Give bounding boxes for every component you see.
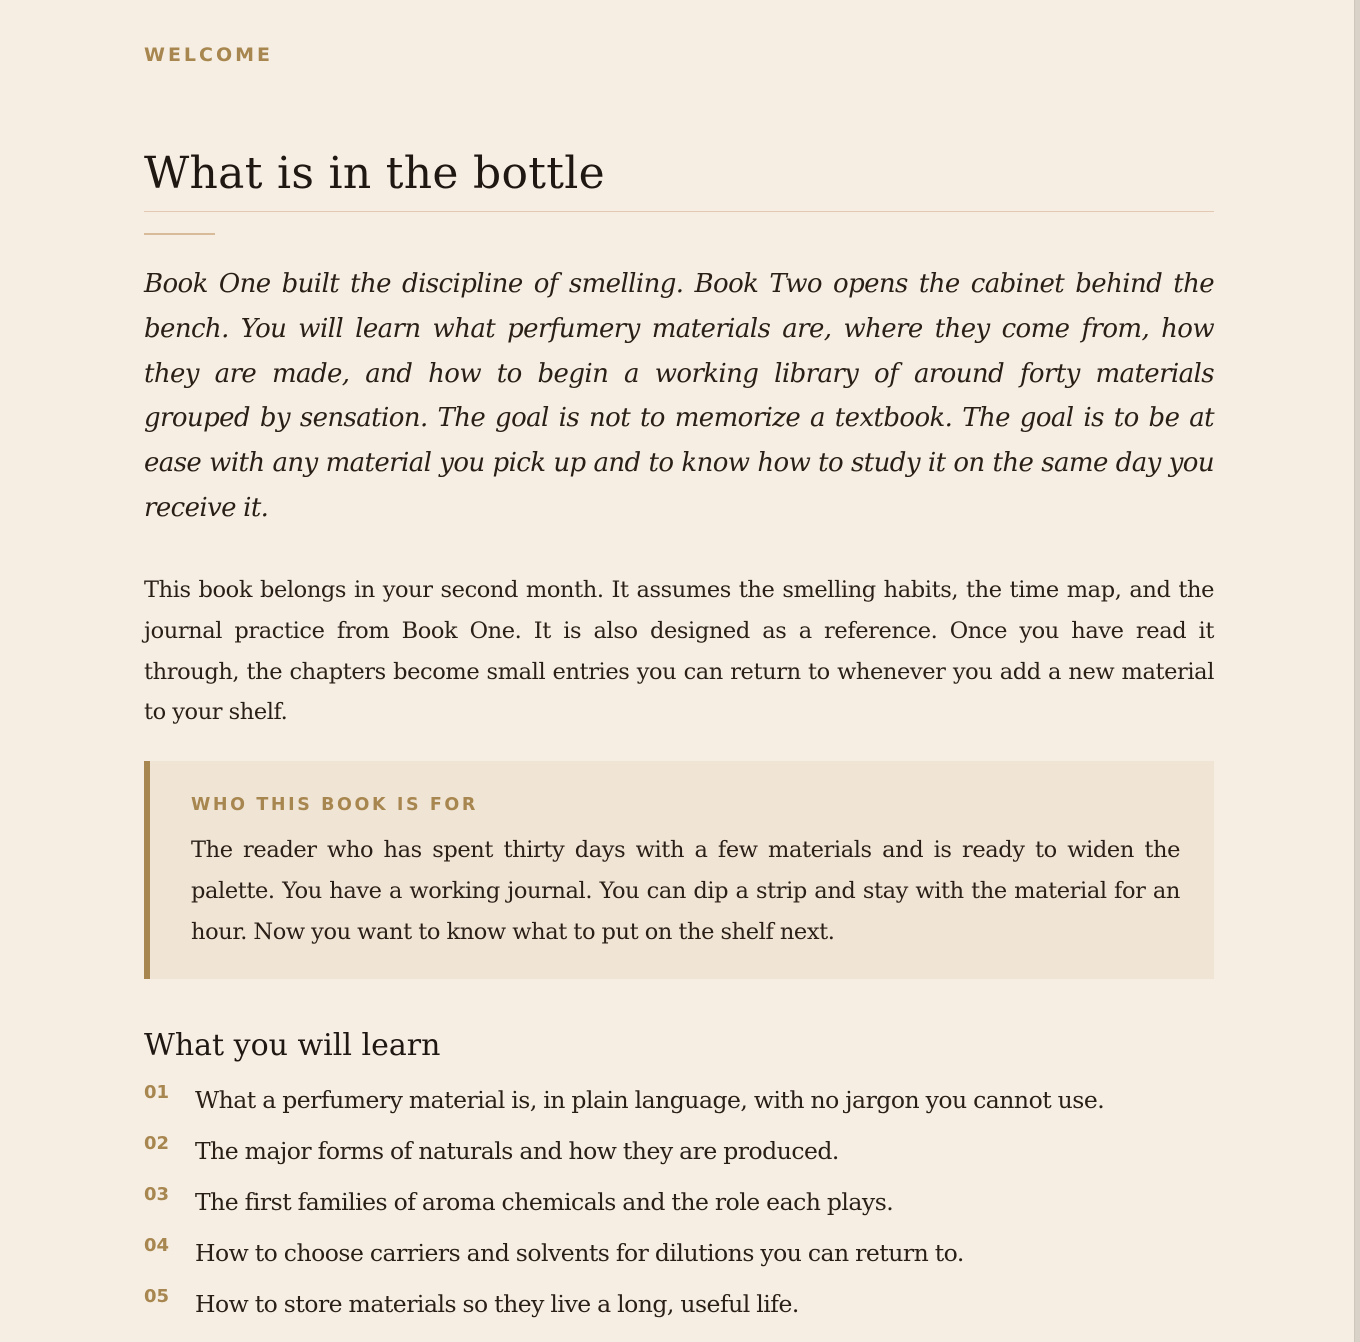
body-paragraph: This book belongs in your second month. It assumes the smelling habits, the time map, and the journal practice from Book One. It is also designed as a reference. Once you have read it through, the chapters become small entries you can return to whenever you add a new material to your shelf. bbox=[144, 577, 1214, 726]
audience-callout bbox=[144, 761, 1214, 979]
page-title: What is in the bottle bbox=[144, 148, 605, 199]
list-item-text: What a perfumery material is, in plain language, with no jargon you cannot use. bbox=[195, 1086, 1105, 1114]
list-item-text: The first families of aroma chemicals and the role each plays. bbox=[195, 1188, 894, 1216]
list-item bbox=[144, 1284, 1214, 1335]
lede-paragraph: Book One built the discipline of smelling. Book Two opens the cabinet behind the bench. You will learn what perfumery materials are, where they come from, how they are made, and how to begin a working library of around forty materials grouped by sensation. The goal is not to memorize a textbook. The goal is to be at ease with any material you pick up and to know how to study it on the same day you receive it. bbox=[144, 269, 1214, 523]
list-item-number: 03 bbox=[144, 1184, 170, 1205]
callout-text: The reader who has spent thirty days with a few materials and is ready to widen the palette. You have a working journal. You can dip a strip and stay with the material for an hour. Now you want to know what to put on the shelf next. bbox=[191, 837, 1180, 945]
list-item-number: 02 bbox=[144, 1133, 170, 1154]
list-item-text: How to store materials so they live a long, useful life. bbox=[195, 1290, 799, 1318]
title-accent-rule bbox=[144, 233, 215, 235]
learn-list bbox=[144, 1080, 1214, 1335]
scrollbar-track[interactable] bbox=[1354, 0, 1360, 1342]
learn-heading: What you will learn bbox=[144, 1028, 441, 1063]
list-item bbox=[144, 1182, 1214, 1233]
list-item bbox=[144, 1233, 1214, 1284]
list-item-number: 04 bbox=[144, 1235, 170, 1256]
list-item bbox=[144, 1080, 1214, 1131]
list-item-text: The major forms of naturals and how they are produced. bbox=[195, 1137, 839, 1165]
title-divider bbox=[144, 211, 1214, 212]
callout-label: WHO THIS BOOK IS FOR bbox=[191, 795, 478, 815]
list-item-text: How to choose carriers and solvents for dilutions you can return to. bbox=[195, 1239, 964, 1267]
list-item-number: 01 bbox=[144, 1082, 170, 1103]
list-item-number: 05 bbox=[144, 1286, 170, 1307]
list-item bbox=[144, 1131, 1214, 1182]
section-eyebrow: WELCOME bbox=[144, 44, 274, 66]
